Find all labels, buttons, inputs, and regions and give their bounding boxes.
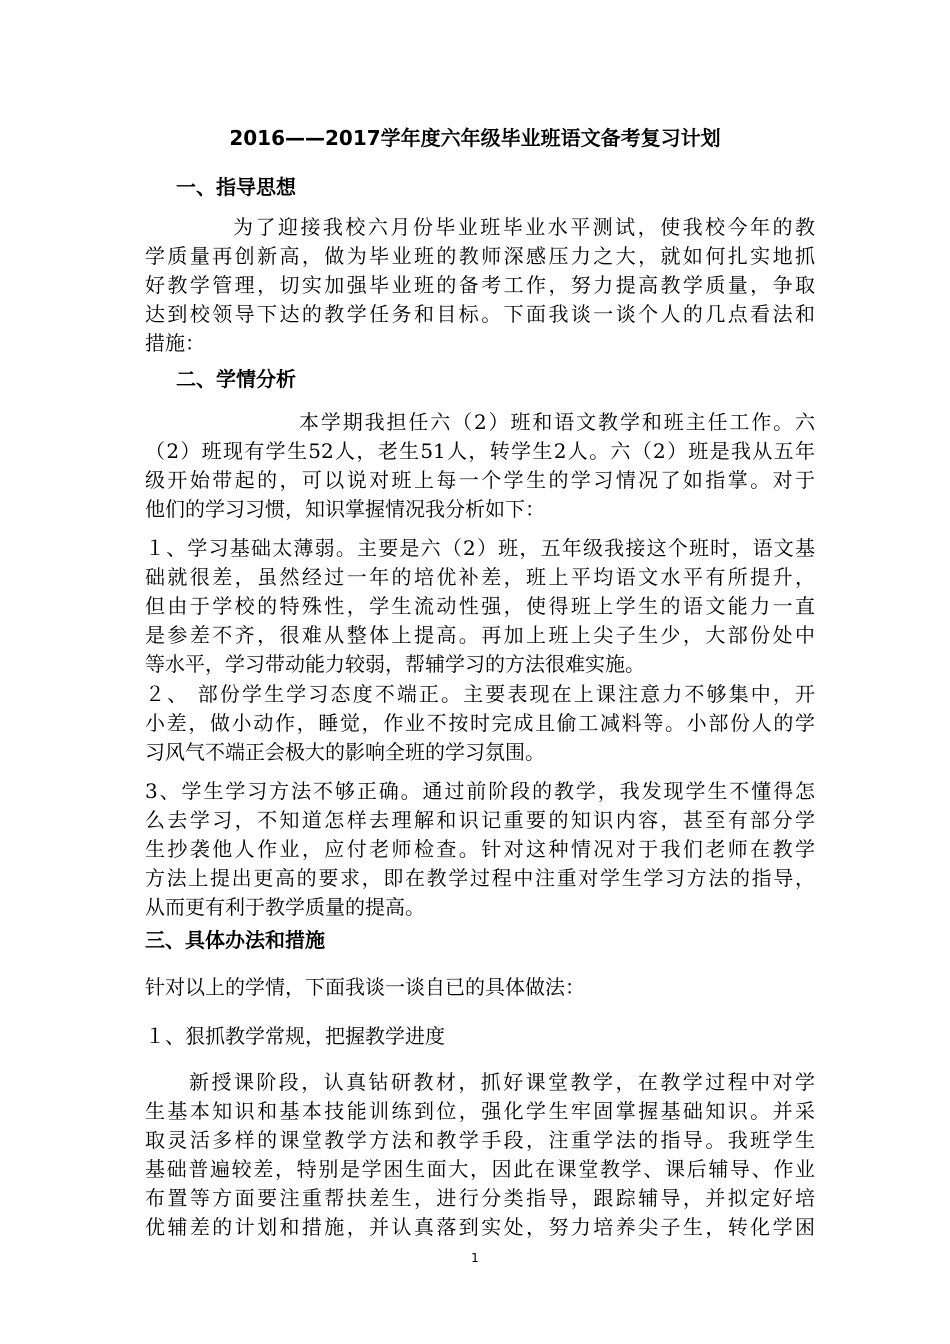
paragraph-measures-intro bbox=[145, 973, 815, 1002]
paragraph-line: 学质量再创新高，做为毕业班的教师深感压力之大，就如何扎实地抓 bbox=[145, 244, 815, 268]
section-heading-guiding-thought: 一、指导思想 bbox=[176, 175, 296, 199]
paragraph-line: 优辅差的计划和措施，并认真落到实处，努力培养尖子生，转化学困 bbox=[145, 1215, 815, 1239]
paragraph-line: （2）班现有学生52人，老生51人，转学生2人。六（2）班是我从五年 bbox=[145, 439, 815, 463]
paragraph-line: 新授课阶段，认真钻研教材，抓好课堂教学，在教学过程中对学 bbox=[189, 1070, 815, 1094]
paragraph-line: 生基本知识和基本技能训练到位，强化学生牢固掌握基础知识。并采 bbox=[145, 1099, 815, 1123]
paragraph-line: 级开始带起的，可以说对班上每一个学生的学习情况了如指掌。对于 bbox=[145, 468, 815, 492]
page-number: 1 bbox=[471, 1251, 479, 1265]
section-heading-learning-analysis: 二、学情分析 bbox=[176, 367, 296, 391]
paragraph-line: 么去学习，不知道怎样去理解和识记重要的知识内容，甚至有部分学 bbox=[145, 808, 815, 832]
paragraph-line: 布置等方面要注重帮扶差生，进行分类指导，跟踪辅导，并拟定好培 bbox=[145, 1186, 815, 1210]
paragraph-line: 小差，做小动作，睡觉，作业不按时完成且偷工减料等。小部份人的学 bbox=[145, 711, 815, 735]
paragraph-line: 是参差不齐，很难从整体上提高。再加上班上尖子生少，大部份处中 bbox=[145, 623, 815, 647]
paragraph-learning-methods bbox=[145, 777, 815, 922]
paragraph-line: 达到校领导下达的教学任务和目标。下面我谈一谈个人的几点看法和 bbox=[145, 302, 815, 326]
paragraph-line: 等水平，学习带动能力较弱，帮辅学习的方法很难实施。 bbox=[145, 652, 645, 676]
paragraph-line: 生抄袭他人作业，应付老师检查。针对这种情况对于我们老师在教学 bbox=[145, 837, 815, 861]
section-heading-measures: 三、具体办法和措施 bbox=[145, 928, 325, 952]
paragraph-line: 本学期我担任六（2）班和语文教学和班主任工作。六 bbox=[299, 410, 815, 434]
paragraph-line: 从而更有利于教学质量的提高。 bbox=[145, 895, 425, 919]
paragraph-line: 好教学管理，切实加强毕业班的备考工作，努力提高教学质量，争取 bbox=[145, 273, 815, 297]
paragraph-line: 但由于学校的特殊性，学生流动性强，使得班上学生的语文能力一直 bbox=[145, 594, 815, 618]
paragraph-line: 3、学生学习方法不够正确。通过前阶段的教学，我发现学生不懂得怎 bbox=[145, 779, 815, 803]
paragraph-line: 他们的学习习惯，知识掌握情况我分析如下： bbox=[145, 497, 545, 521]
paragraph-attitude bbox=[145, 680, 815, 767]
paragraph-line: 为了迎接我校六月份毕业班毕业水平测试，使我校今年的教 bbox=[233, 215, 815, 239]
paragraph-line: 习风气不端正会极大的影响全班的学习氛围。 bbox=[145, 740, 545, 764]
paragraph-line: 取灵活多样的课堂教学方法和教学手段，注重学法的指导。我班学生 bbox=[145, 1128, 815, 1152]
paragraph-new-lessons bbox=[145, 1068, 815, 1242]
paragraph-measure-1-title bbox=[145, 1022, 815, 1051]
paragraph-line: 措施： bbox=[145, 331, 205, 355]
paragraph-line: 础就很差，虽然经过一年的培优补差，班上平均语文水平有所提升， bbox=[145, 565, 815, 589]
paragraph-line: ２、 部份学生学习态度不端正。主要表现在上课注意力不够集中，开 bbox=[145, 682, 815, 706]
paragraph-line: １、狠抓教学常规，把握教学进度 bbox=[145, 1024, 445, 1048]
paragraph-line: 针对以上的学情，下面我谈一谈自已的具体做法： bbox=[145, 975, 585, 999]
paragraph-guiding-thought bbox=[145, 213, 815, 358]
paragraph-line: １、学习基础太薄弱。主要是六（2）班，五年级我接这个班时，语文基 bbox=[145, 536, 815, 560]
paragraph-class-overview bbox=[145, 408, 815, 524]
paragraph-line: 方法上提出更高的要求，即在教学过程中注重对学生学习方法的指导， bbox=[145, 866, 815, 890]
document-title: 2016——2017学年度六年级毕业班语文备考复习计划 bbox=[229, 126, 721, 150]
paragraph-line: 基础普遍较差，特别是学困生面大，因此在课堂教学、课后辅导、作业 bbox=[145, 1157, 815, 1181]
paragraph-weak-foundation bbox=[145, 534, 815, 679]
